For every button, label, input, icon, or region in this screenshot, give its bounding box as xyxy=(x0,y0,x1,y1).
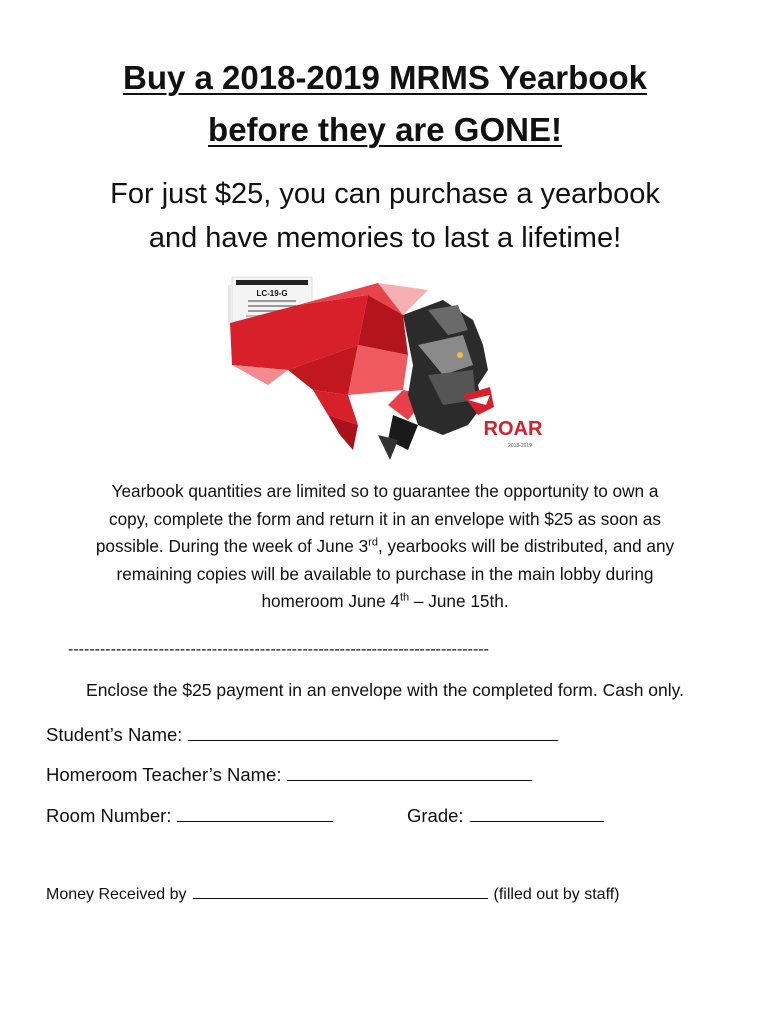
desc-line-5 xyxy=(40,588,730,616)
money-received-blank xyxy=(193,884,488,899)
subtitle-line-2: and have memories to last a lifetime! xyxy=(148,222,622,254)
desc-line-4: remaining copies will be available to purchase in the main lobby during xyxy=(116,563,654,584)
title-line-2: before they are GONE! xyxy=(208,111,562,148)
cover-roar-text: ROAR xyxy=(483,418,543,440)
subtitle-line-1: For just $25, you can purchase a yearbook xyxy=(110,178,660,210)
desc-line-3-pre: possible. During the week of June 3 xyxy=(95,536,369,556)
enclose-instructions: Enclose the $25 payment in an envelope with the completed form. Cash only. xyxy=(86,680,684,700)
yearbook-cover-image xyxy=(228,275,546,465)
student-name-field[interactable] xyxy=(46,722,558,746)
cut-line-divider: ------------------------------------------------------------------------------- xyxy=(68,641,489,658)
desc-line-5-sup: th xyxy=(399,591,410,604)
desc-line-3-post: , yearbooks will be distributed, and any xyxy=(377,536,675,556)
student-name-label: Student’s Name: xyxy=(46,724,183,745)
room-number-field[interactable] xyxy=(46,803,333,827)
homeroom-teacher-field[interactable] xyxy=(46,762,532,786)
desc-line-5-post: – June 15th. xyxy=(409,591,509,611)
money-received-note: (filled out by staff) xyxy=(493,886,620,903)
desc-line-5-pre: homeroom June 4 xyxy=(261,591,400,611)
desc-line-3-sup: rd xyxy=(368,536,378,549)
grade-blank[interactable] xyxy=(470,803,604,822)
grade-field[interactable] xyxy=(407,803,604,827)
title-line-1: Buy a 2018-2019 MRMS Yearbook xyxy=(123,59,647,96)
description-paragraph xyxy=(40,478,730,616)
room-number-label: Room Number: xyxy=(46,805,172,826)
cover-roar-year: 2018-2019 xyxy=(508,443,532,449)
grade-label: Grade: xyxy=(407,805,464,826)
money-received-field xyxy=(46,884,620,904)
room-number-blank[interactable] xyxy=(177,803,333,822)
desc-line-1: Yearbook quantities are limited so to guarantee the opportunity to own a xyxy=(111,481,659,501)
page-title xyxy=(0,52,770,156)
homeroom-teacher-label: Homeroom Teacher’s Name: xyxy=(46,764,282,785)
money-received-label: Money Received by xyxy=(46,886,187,903)
subtitle xyxy=(0,172,770,260)
desc-line-2: copy, complete the form and return it in an envelope with $25 as soon as xyxy=(109,508,661,529)
cover-code: LC-19-G xyxy=(256,289,288,298)
desc-line-3 xyxy=(40,533,730,561)
homeroom-teacher-blank[interactable] xyxy=(287,762,532,781)
student-name-blank[interactable] xyxy=(188,722,558,741)
